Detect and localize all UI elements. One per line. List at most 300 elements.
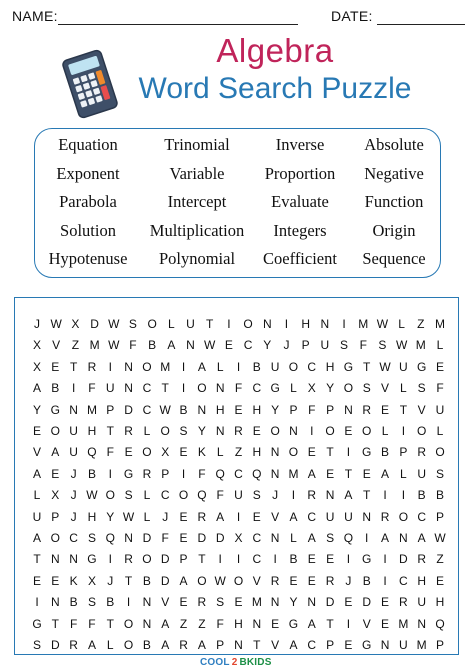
grid-letter: E [344,595,353,610]
word-list-item: Variable [169,163,225,183]
grid-letter: R [124,552,133,567]
grid-letter: L [436,424,444,438]
word-list-item: Solution [60,220,116,240]
grid-letter: A [32,381,41,396]
grid-letter: L [436,338,444,353]
word-list-item: Evaluate [271,192,329,211]
grid-letter: O [197,381,207,396]
grid-letter: L [216,445,224,460]
grid-letter: R [179,638,188,652]
grid-letter: L [400,381,407,396]
grid-letter: Y [263,338,272,353]
grid-letter: G [50,402,60,417]
grid-letter: E [271,616,280,631]
word-list-item: Origin [372,220,416,240]
word-list-box [34,128,441,278]
grid-letter: T [326,445,334,460]
word-list-item: Negative [364,163,424,183]
grid-letter: I [346,616,351,631]
grid-letter: E [252,424,261,438]
grid-letter: R [270,573,280,588]
grid-letter: N [325,488,335,503]
grid-letter: T [363,488,371,503]
grid-letter: E [32,573,41,588]
grid-letter: F [216,488,224,503]
grid-letter: U [69,424,78,438]
grid-letter: S [252,488,261,503]
grid-letter: P [435,638,444,652]
grid-letter: E [362,466,371,481]
grid-letter: F [88,381,96,396]
grid-letter: W [86,488,98,503]
grid-letter: W [122,509,135,524]
grid-letter: I [401,424,406,438]
grid-letter: A [87,638,96,652]
grid-letter: Y [106,509,115,524]
grid-letter: U [417,466,426,481]
grid-letter: E [381,616,390,631]
grid-letter: M [86,402,97,417]
grid-letter: D [90,317,99,331]
grid-letter: I [383,552,387,567]
grid-letter: I [71,381,76,396]
grid-letter: A [381,466,390,481]
grid-letter: G [343,359,354,374]
grid-letter: R [307,488,317,503]
grid-letter: U [435,402,445,417]
grid-letter: L [400,466,407,481]
grid-letter: Z [179,616,188,631]
grid-letter: N [69,402,78,417]
grid-letter: I [108,552,112,567]
word-list-item: Intercept [167,192,227,211]
grid-letter: V [32,445,41,460]
name-label: NAME: [12,8,58,24]
grid-letter: H [215,402,225,417]
grid-letter: U [399,359,408,374]
grid-letter: I [236,509,241,524]
grid-letter: W [376,317,389,331]
grid-letter: O [233,573,244,588]
grid-letter: E [234,402,243,417]
grid-letter: O [343,381,354,396]
grid-letter: T [344,466,353,481]
grid-letter: D [124,402,133,417]
date-label: DATE: [331,8,373,24]
grid-letter: H [87,424,97,438]
grid-letter: U [69,445,78,460]
grid-letter: E [289,573,298,588]
grid-letter: G [362,552,372,567]
name-line [58,24,298,25]
grid-letter: F [88,616,96,631]
grid-letter: C [142,381,152,396]
grid-letter: L [216,359,224,374]
grid-letter: F [308,402,316,417]
grid-letter: T [198,552,206,567]
grid-letter: I [126,595,131,610]
grid-letter: T [124,573,133,588]
grid-letter: L [167,317,175,331]
grid-letter: P [179,552,188,567]
word-list-item: Trinomial [164,135,230,154]
grid-letter: O [142,359,152,374]
grid-letter: R [362,402,372,417]
grid-letter: I [346,552,351,567]
grid-letter: R [417,445,426,460]
grid-letter: B [142,573,151,588]
grid-letter: I [273,552,277,567]
grid-letter: S [87,595,96,610]
grid-letter: E [179,509,188,524]
grid-letter: Z [436,552,444,567]
grid-letter: N [142,595,152,610]
grid-letter: P [161,466,170,481]
grid-letter: I [346,445,351,460]
grid-letter: N [262,317,272,331]
grid-letter: P [399,445,408,460]
grid-letter: R [69,638,78,652]
grid-letter: R [197,595,207,610]
grid-letter: B [142,638,151,652]
grid-letter: C [417,509,426,524]
grid-letter: D [325,595,335,610]
grid-letter: I [365,531,369,545]
grid-letter: E [51,359,60,374]
grid-letter: B [252,359,261,374]
grid-letter: B [289,552,298,567]
grid-letter: T [51,616,59,631]
grid-letter: M [89,338,100,353]
grid-letter: O [288,359,299,374]
grid-letter: N [50,595,60,610]
grid-letter: U [325,509,335,524]
grid-letter: M [416,638,427,652]
grid-letter: V [52,338,61,353]
grid-letter: L [398,317,405,331]
grid-letter: N [50,552,60,567]
grid-letter: P [106,402,115,417]
grid-letter: A [289,509,298,524]
grid-letter: I [284,317,289,331]
grid-letter: I [181,359,186,374]
grid-letter: W [204,338,216,353]
grid-letter: E [307,573,316,588]
grid-letter: A [307,616,316,631]
grid-letter: I [218,552,222,567]
grid-letter: E [179,531,188,545]
grid-letter: E [252,509,261,524]
grid-letter: G [32,616,42,631]
date-line [377,24,465,25]
grid-letter: E [234,595,243,610]
grid-letter: S [362,381,371,396]
grid-letter: P [435,509,444,524]
grid-letter: P [326,638,335,652]
grid-letter: F [216,616,224,631]
grid-letter: U [417,595,426,610]
grid-letter: I [236,552,241,567]
grid-letter: F [161,531,169,545]
grid-letter: S [124,488,133,503]
grid-letter: T [106,424,114,438]
grid-letter: G [123,466,134,481]
grid-letter: O [243,317,253,331]
grid-letter: L [33,488,41,503]
grid-letter: S [378,338,387,353]
grid-letter: G [417,359,427,374]
grid-letter: N [124,531,133,545]
grid-letter: D [362,595,372,610]
grid-letter: T [206,317,214,331]
grid-letter: U [234,488,243,503]
grid-letter: D [50,638,60,652]
grid-letter: E [435,359,444,374]
word-list-item: Equation [58,135,118,154]
grid-letter: P [216,638,225,652]
grid-letter: D [215,531,225,545]
grid-letter: A [51,445,60,460]
grid-letter: L [143,424,151,438]
grid-letter: B [179,402,188,417]
word-list-item: Polynomial [158,249,236,268]
grid-letter: X [32,338,41,353]
grid-letter: J [345,573,352,588]
grid-letter: M [288,466,299,481]
grid-letter: I [401,488,406,503]
grid-letter: B [69,595,78,610]
grid-letter: E [307,552,316,567]
grid-letter: B [87,466,96,481]
grid-letter: N [215,381,225,396]
grid-letter: W [108,338,120,353]
grid-letter: U [320,338,330,353]
grid-letter: C [69,531,78,545]
grid-letter: X [87,573,96,588]
grid-letter: F [129,338,137,353]
grid-letter: C [243,338,253,353]
grid-letter: O [362,424,372,438]
grid-letter: G [362,638,372,652]
grid-letter: N [142,616,152,631]
grid-letter: O [288,445,299,460]
word-list-item: Sequence [362,249,426,268]
grid-letter: T [161,381,169,396]
grid-letter: R [399,595,408,610]
grid-letter: I [108,359,112,374]
grid-letter: A [307,531,316,545]
grid-letter: O [270,424,280,438]
grid-letter: N [270,531,280,545]
grid-letter: Q [105,531,115,545]
grid-letter: O [197,573,207,588]
grid-letter: N [307,595,317,610]
grid-letter: H [87,509,97,524]
grid-letter: A [307,466,316,481]
grid-letter: M [160,359,171,374]
grid-letter: U [32,509,42,524]
grid-letter: N [124,359,133,374]
grid-letter: O [123,638,134,652]
grid-letter: W [434,531,446,545]
grid-letter: N [417,616,426,631]
word-list-item: Absolute [364,135,424,154]
grid-letter: O [178,488,189,503]
word-list-item: Proportion [264,163,336,183]
grid-letter: C [234,466,243,481]
grid-letter: I [342,317,346,331]
grid-letter: S [326,531,335,545]
grid-letter: J [70,488,77,503]
grid-letter: Z [417,317,425,331]
grid-letter: A [381,531,390,545]
grid-letter: R [87,359,97,374]
grid-letter: J [283,338,290,353]
grid-letter: N [270,445,280,460]
grid-letter: N [399,531,408,545]
grid-letter: J [272,488,279,503]
grid-letter: Q [87,445,97,460]
grid-letter: H [252,402,262,417]
title-algebra: Algebra [216,32,334,69]
grid-letter: Q [252,466,262,481]
grid-letter: W [159,402,171,417]
grid-letter: A [197,359,206,374]
grid-letter: T [253,638,261,652]
grid-letter: X [32,359,41,374]
grid-letter: O [142,552,152,567]
grid-letter: R [197,509,207,524]
grid-letter: E [179,445,188,460]
header-bar [0,0,474,30]
grid-letter: C [252,531,262,545]
grid-letter: W [379,359,391,374]
grid-letter: V [271,638,280,652]
grid-letter: V [362,616,371,631]
grid-letter: X [71,317,80,331]
grid-letter: Y [197,424,206,438]
grid-letter: O [123,616,134,631]
grid-letter: S [128,317,137,331]
grid-letter: U [344,509,353,524]
grid-letter: Y [289,595,298,610]
grid-letter: G [362,445,372,460]
grid-letter: F [359,338,367,353]
grid-letter: S [216,595,225,610]
grid-letter: M [415,338,426,353]
grid-letter: H [301,317,310,331]
grid-letter: J [70,509,77,524]
grid-letter: X [161,445,170,460]
grid-letter: W [395,338,408,353]
grid-letter: L [290,381,297,396]
grid-letter: F [198,466,206,481]
grid-letter: Y [271,402,280,417]
grid-letter: N [270,466,280,481]
grid-letter: E [435,573,444,588]
grid-letter: O [435,445,445,460]
word-list-item: Coefficient [263,249,337,268]
grid-letter: D [142,531,152,545]
grid-letter: C [142,402,152,417]
grid-letter: R [325,573,335,588]
grid-letter: W [214,573,226,588]
grid-letter: A [197,638,206,652]
grid-letter: L [143,509,151,524]
grid-letter: O [417,424,427,438]
grid-letter: Y [32,402,41,417]
grid-letter: X [51,488,60,503]
grid-letter: A [161,638,170,652]
grid-letter: V [161,595,170,610]
grid-letter: V [417,402,426,417]
grid-letter: U [270,359,280,374]
grid-letter: I [181,381,186,396]
grid-letter: Z [198,616,206,631]
grid-letter: T [363,359,371,374]
grid-letter: M [398,616,409,631]
grid-letter: C [252,381,262,396]
grid-letter: T [33,552,41,567]
grid-letter: O [142,445,152,460]
grid-letter: N [234,638,243,652]
title-word-search: Word Search Puzzle [138,72,412,105]
grid-letter: S [32,638,41,652]
grid-letter: N [124,381,133,396]
grid-letter: L [290,531,297,545]
grid-letter: N [289,424,298,438]
grid-letter: Q [197,488,207,503]
grid-letter: T [69,359,78,374]
grid-letter: A [344,488,353,503]
calculator-icon [50,48,130,120]
grid-letter: H [417,573,426,588]
grid-letter: I [35,595,39,610]
grid-letter: A [417,531,426,545]
grid-letter: D [160,573,170,588]
grid-letter: J [162,509,169,524]
grid-letter: C [252,552,262,567]
grid-letter: A [161,616,170,631]
grid-letter: I [181,466,186,481]
grid-letter: A [167,338,176,353]
grid-letter: D [197,531,207,545]
grid-letter: H [234,616,243,631]
grid-letter: C [307,638,317,652]
grid-letter: I [227,317,231,331]
grid-letter: S [340,338,349,353]
word-list-item: Function [364,192,424,211]
grid-letter: M [435,317,445,331]
grid-letter: R [417,552,426,567]
grid-letter: E [344,638,353,652]
grid-letter: E [326,466,335,481]
word-list-item: Hypotenuse [48,249,128,268]
grid-letter: E [326,552,335,567]
grid-letter: L [381,424,389,438]
grid-letter: H [435,595,445,610]
logo-text-bkids: BKIDS [239,656,272,668]
grid-letter: J [107,573,114,588]
grid-letter: N [252,616,262,631]
grid-letter: P [51,509,60,524]
grid-letter: X [307,381,316,396]
grid-letter: E [344,424,353,438]
grid-letter: F [436,381,444,396]
grid-letter: I [310,424,314,438]
grid-letter: S [179,424,188,438]
grid-letter: N [320,317,330,331]
